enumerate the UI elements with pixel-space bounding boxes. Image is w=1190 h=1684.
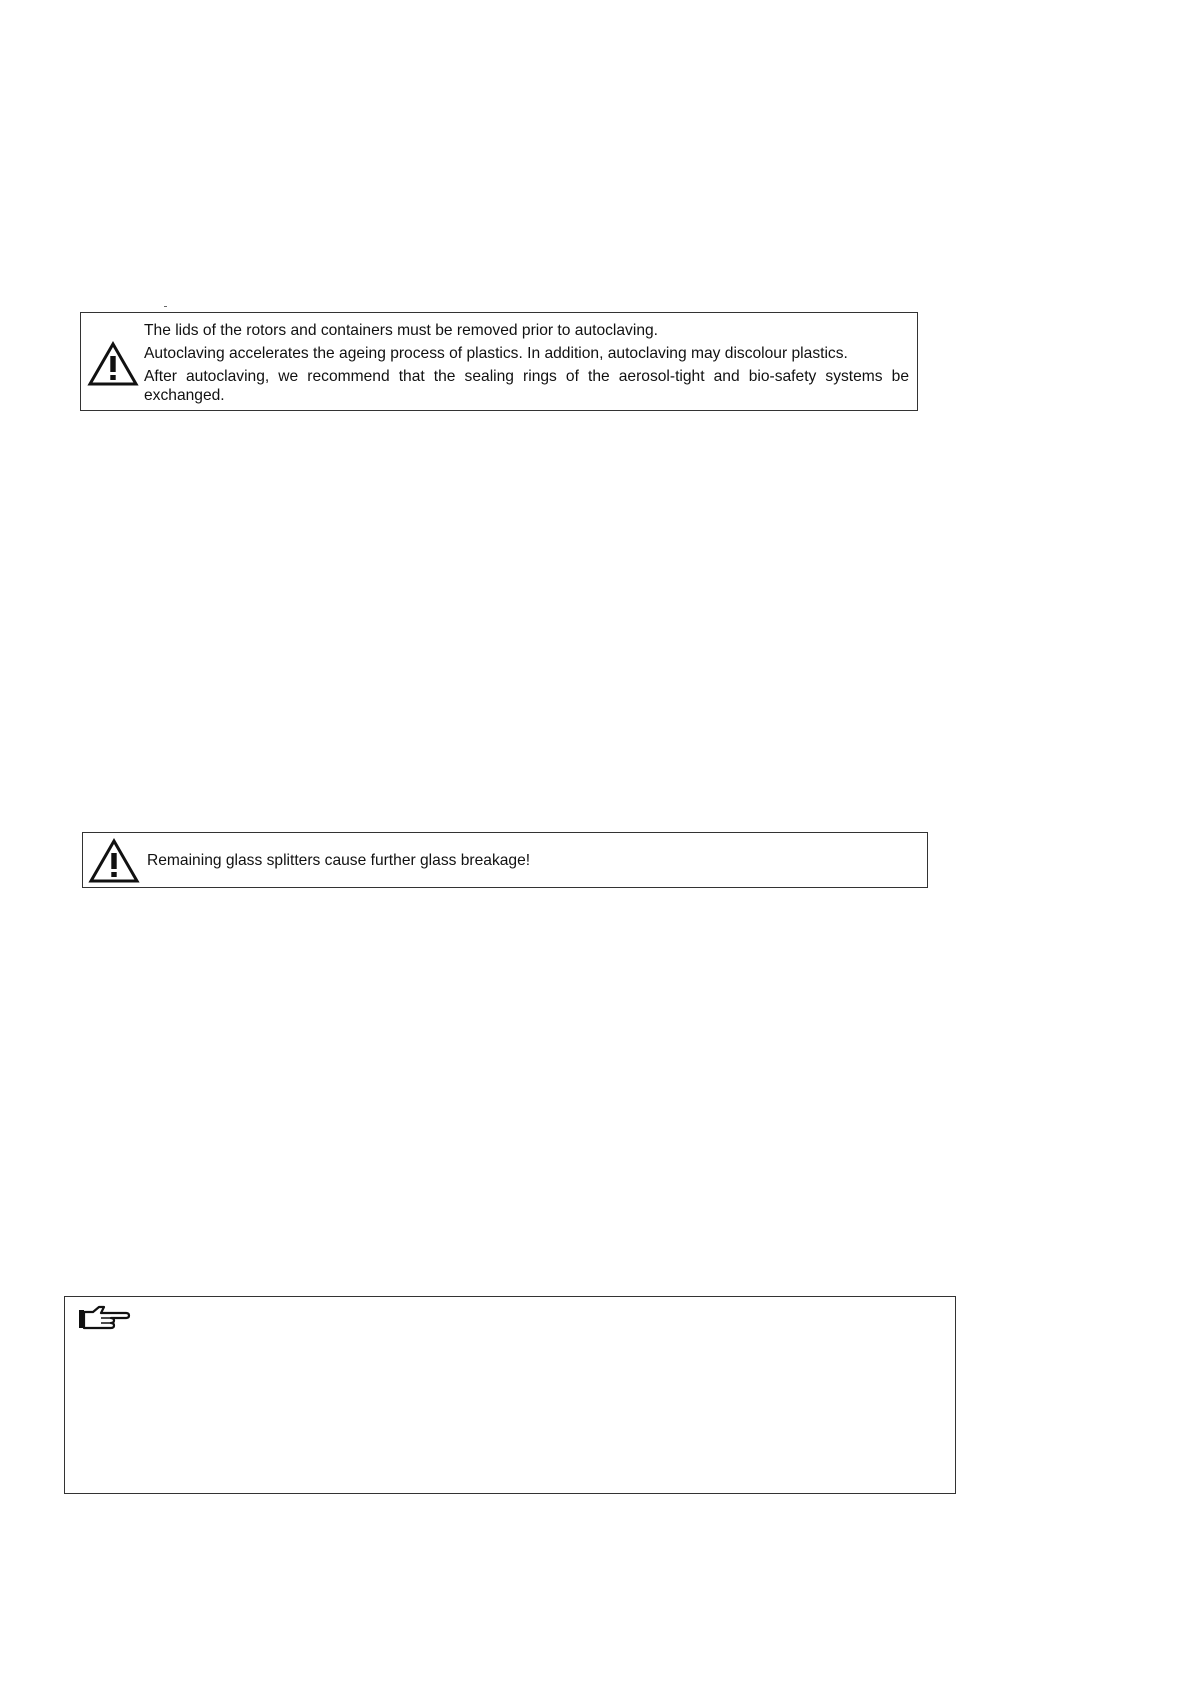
warning-triangle-icon <box>87 341 139 387</box>
warning-line-sealing-rings: After autoclaving, we recommend that the sealing rings of the aerosol-tight and bio-safety systems be exchanged. <box>144 368 909 404</box>
warning-text-block <box>144 321 909 405</box>
scan-artifact <box>164 306 167 307</box>
warning-text-glass: Remaining glass splitters cause further glass breakage! <box>147 852 531 869</box>
warning-box-autoclaving <box>80 312 918 411</box>
warning-line-lids: The lids of the rotors and containers must be removed prior to autoclaving. <box>144 322 658 339</box>
warning-line-ageing: Autoclaving accelerates the ageing process of plastics. In addition, autoclaving may discolour plastics. <box>144 345 848 362</box>
note-box <box>64 1296 956 1494</box>
warning-box-glass <box>82 832 928 888</box>
pointing-hand-icon <box>77 1304 131 1334</box>
warning-triangle-icon <box>88 838 140 884</box>
